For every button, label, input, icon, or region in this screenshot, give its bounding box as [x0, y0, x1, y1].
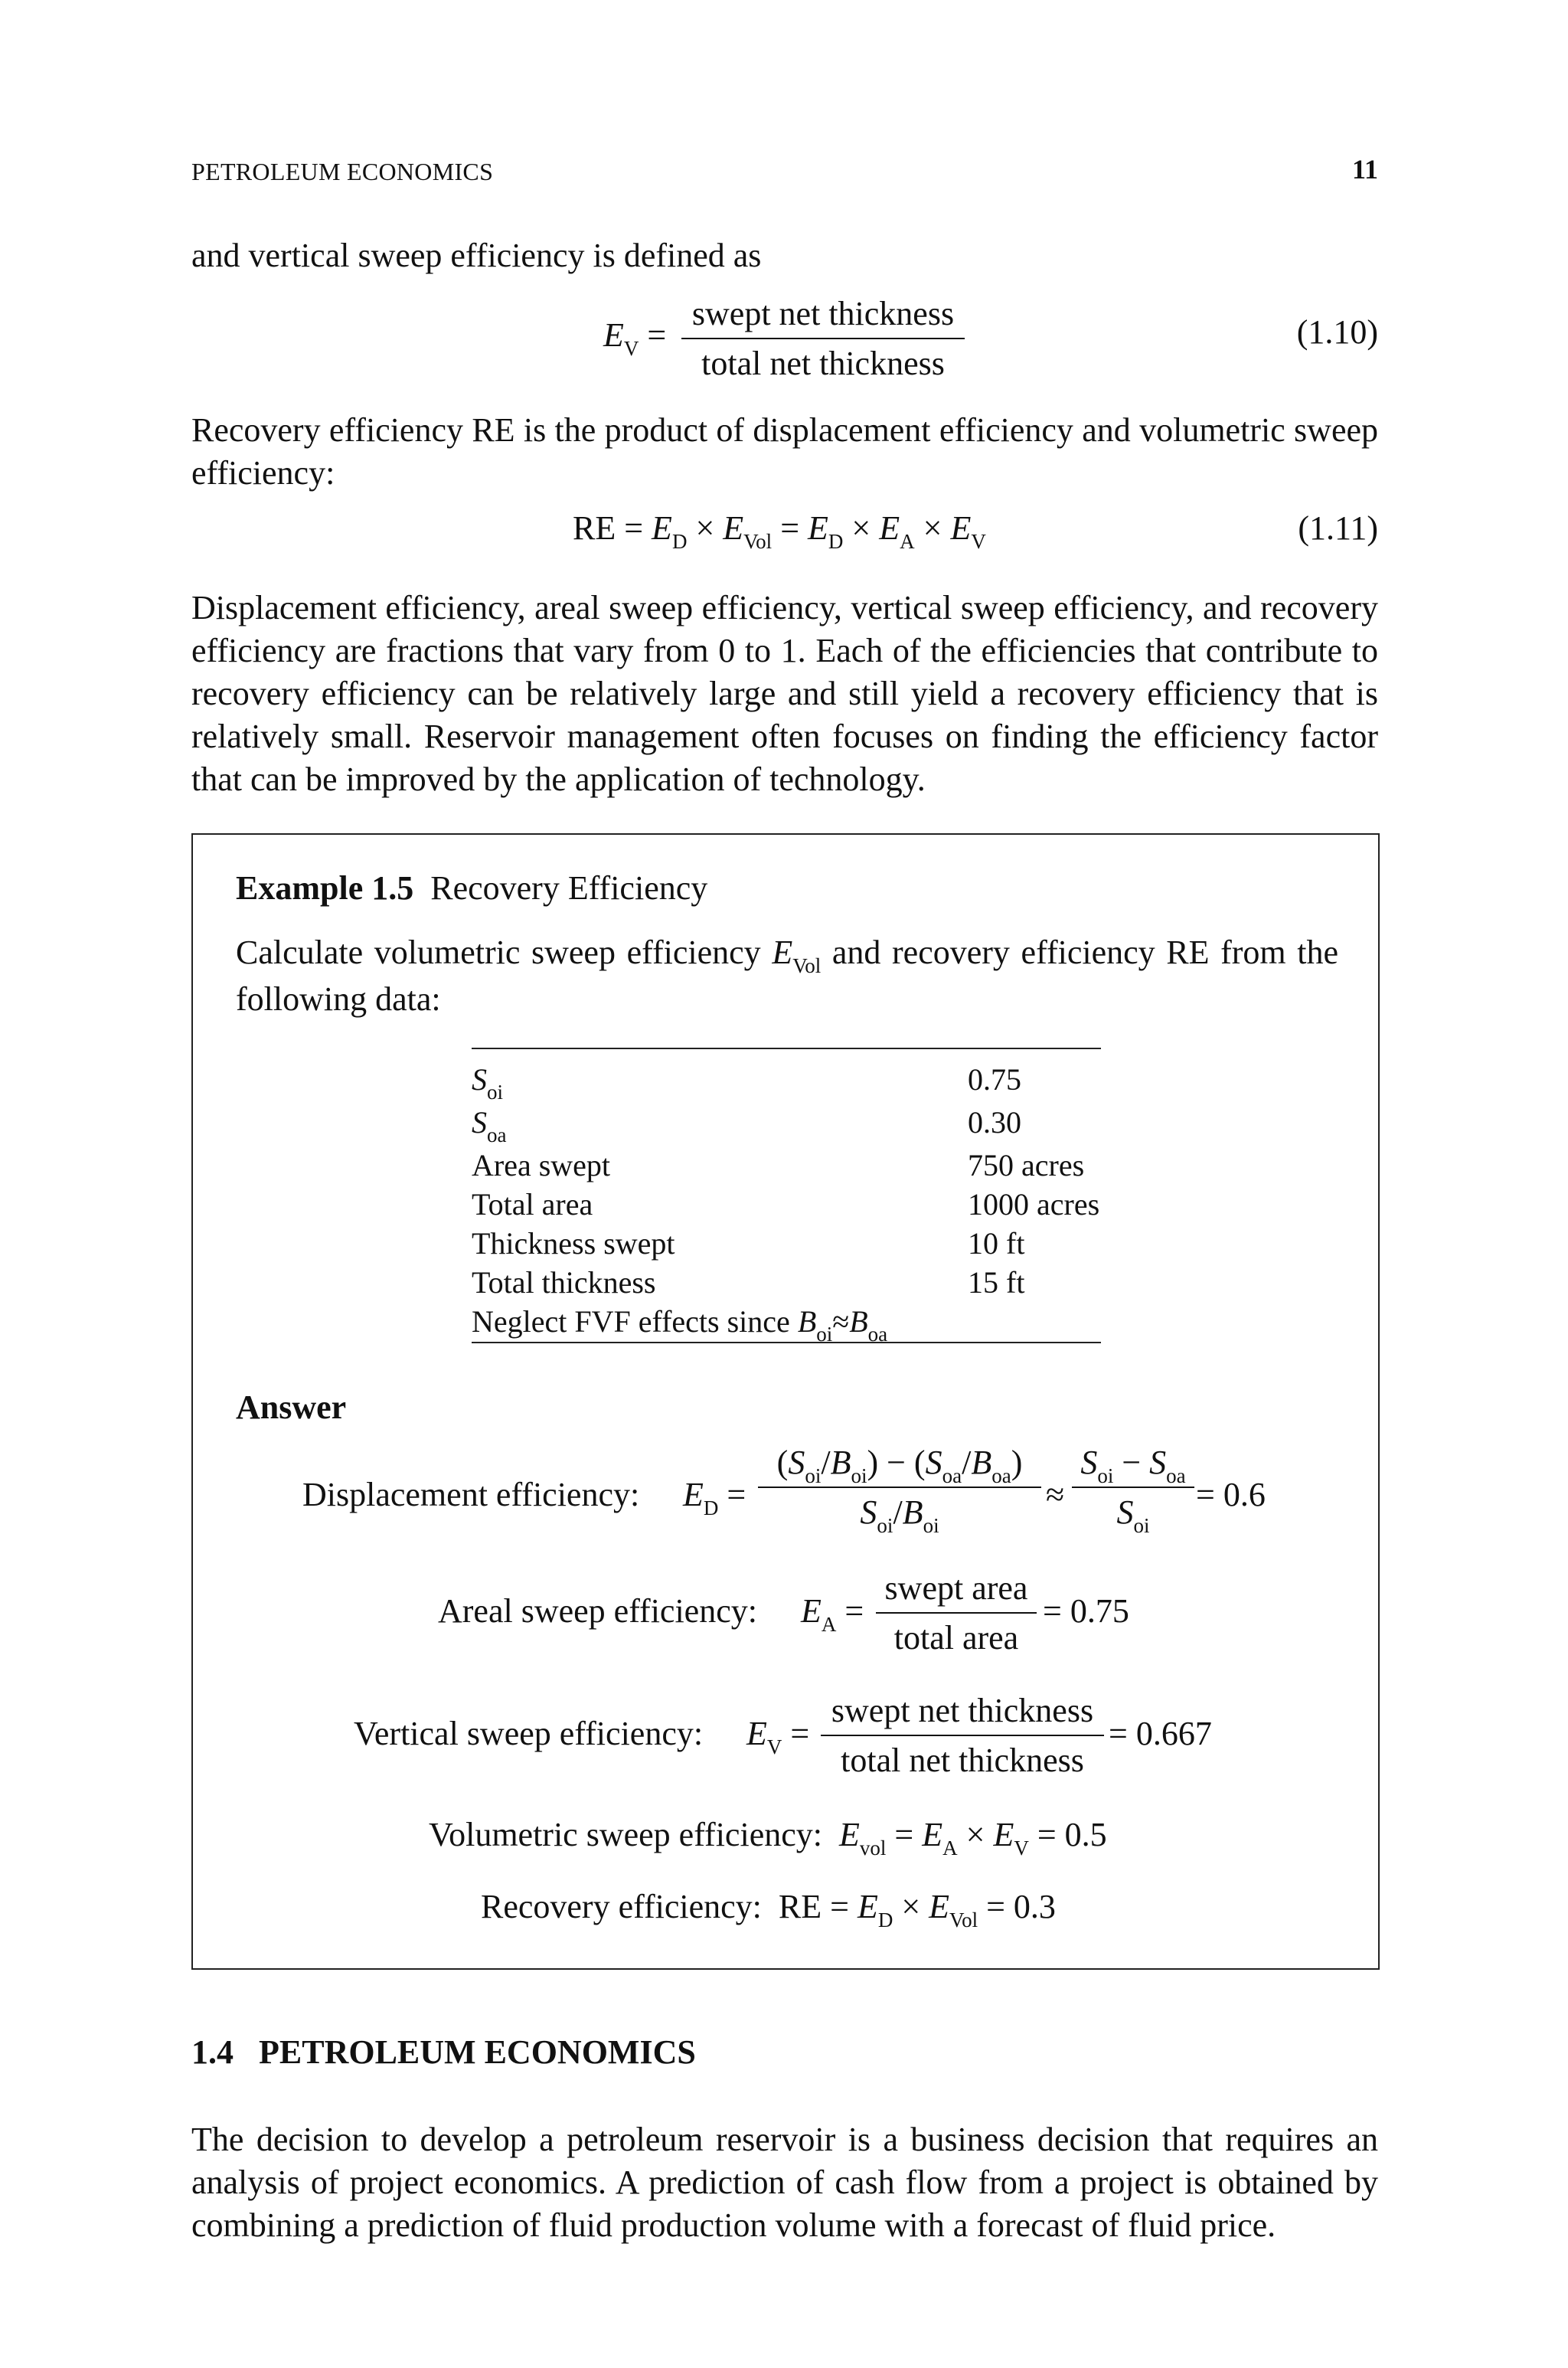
- example-prompt: Calculate volumetric sweep efficiency $E_{Vol}$ and recovery efficiency RE from the following data:: [236, 934, 1339, 1018]
- equation-1-10-fraction: [681, 294, 965, 383]
- data-table: [472, 1060, 1101, 1345]
- table-row: Area swept 750 acres: [472, 1148, 1085, 1182]
- displacement-lhs: $E_D$ =: [683, 1476, 746, 1519]
- table-bottom-rule: [472, 1342, 1101, 1343]
- intro-line: and vertical sweep efficiency is defined as: [191, 237, 762, 274]
- equation-1-10-lhs: $E_V$ =: [603, 316, 667, 360]
- table-row: Thickness swept 10 ft: [472, 1226, 1025, 1261]
- vertical-lhs: $E_V$ =: [746, 1715, 810, 1758]
- equation-1-10-denominator: total net thickness: [701, 345, 945, 382]
- equation-number-1-10: (1.10): [1296, 313, 1378, 351]
- equation-1-11: RE = $E_D \times E_{Vol} = E_D \times E_A \times E_V$: [573, 509, 986, 553]
- recovery-line: Recovery efficiency: RE = $E_D \times E_{Vol} = 0.3$: [481, 1888, 1056, 1931]
- displacement-result: = 0.6: [1196, 1476, 1266, 1513]
- running-header: PETROLEUM ECONOMICS: [191, 158, 494, 185]
- areal-result: = 0.75: [1043, 1592, 1129, 1630]
- volumetric-line: Volumetric sweep efficiency: $E_{vol} = E_A \times E_V = 0.5$: [429, 1816, 1107, 1859]
- table-row: Neglect FVF effects since $B_{oi}\approx B_{oa}$: [472, 1304, 888, 1346]
- table-top-rule: [472, 1048, 1101, 1049]
- vertical-result: = 0.667: [1109, 1715, 1212, 1752]
- displacement-approx-fraction: $S_{oi} - S_{oa}$ $S_{oi}$: [1072, 1443, 1194, 1532]
- areal-fraction: swept area total area: [876, 1568, 1037, 1657]
- displacement-fraction: $(S_{oi}/B_{oi}) - (S_{oa}/B_{oa})$ $S_{oi}/B_{oi}$: [758, 1443, 1041, 1532]
- equation-number-1-11: (1.11): [1298, 509, 1378, 547]
- paragraph-economics: The decision to develop a petroleum reservoir is a business decision that requires an analysis of project economics. A prediction of cash flow from a project is obtained by combining a prediction of fluid production volume with a forecast of fluid price.: [191, 2121, 1378, 2244]
- table-row: Total area 1000 acres: [472, 1187, 1100, 1222]
- page-number: 11: [1351, 154, 1378, 185]
- paragraph-efficiencies: Displacement efficiency, areal sweep efficiency, vertical sweep efficiency, and recovery efficiency are fractions that vary from 0 to 1. Each of the efficiencies that contribute to recovery efficiency can be relatively large and still yield a recovery efficiency that is relatively small. Reservoir management often focuses on finding the efficiency factor that can be improved by the application of technology.: [191, 589, 1378, 798]
- table-row: Total thickness 15 ft: [472, 1265, 1025, 1300]
- section-heading: 1.4 PETROLEUM ECONOMICS: [191, 2033, 696, 2071]
- table-row: $S_{oa}$ 0.30: [472, 1105, 1021, 1146]
- areal-lhs: $E_A$ =: [801, 1592, 864, 1636]
- equation-1-10-numerator: swept net thickness: [691, 295, 955, 332]
- example-heading: Example 1.5 Recovery Efficiency: [236, 869, 708, 907]
- vertical-label: Vertical sweep efficiency:: [354, 1715, 704, 1752]
- areal-label: Areal sweep efficiency:: [438, 1592, 757, 1630]
- displacement-label: Displacement efficiency:: [302, 1476, 640, 1513]
- table-row: $S_{oi}$ 0.75: [472, 1062, 1021, 1104]
- answer-heading: Answer: [236, 1388, 347, 1426]
- paragraph-recovery-efficiency: Recovery efficiency RE is the product of displacement efficiency and volumetric sweep efficiency:: [191, 411, 1378, 492]
- vertical-fraction: swept net thickness total net thickness: [821, 1691, 1104, 1780]
- approx-sign: ≈: [1046, 1476, 1065, 1513]
